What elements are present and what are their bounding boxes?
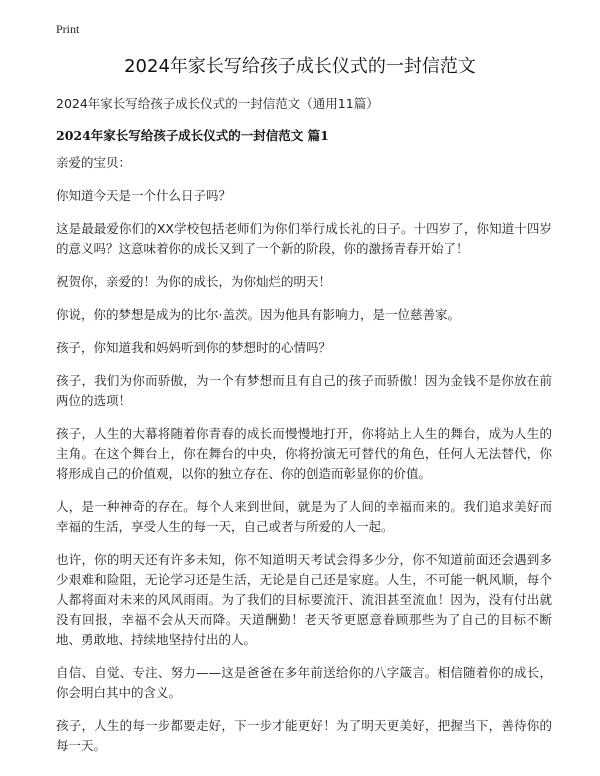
print-link[interactable]: Print: [56, 22, 80, 36]
paragraph: 孩子，你知道我和妈妈听到你的梦想时的心情吗？: [56, 340, 332, 355]
section-heading: 2024年家长写给孩子成长仪式的一封信范文 篇1: [56, 128, 329, 143]
letter-body: [56, 153, 552, 769]
paragraph: 你说，你的梦想是成为的比尔·盖茨。因为他具有影响力，是一位慈善家。: [56, 307, 460, 322]
paragraph: 你知道今天是一个什么日子吗？: [56, 188, 232, 203]
paragraph: 祝贺你，亲爱的！为你的成长，为你灿烂的明天！: [56, 274, 332, 289]
paragraph: 孩子，我们为你而骄傲，为一个有梦想而且有自己的孩子而骄傲！因为金钱不是你放在前两位的选项！: [56, 373, 552, 408]
paragraph: 自信、自觉、专注、努力——这是爸爸在多年前送给你的八字箴言。相信随着你的成长，你会明白其中的含义。: [56, 665, 552, 700]
page-title: 2024年家长写给孩子成长仪式的一封信范文: [124, 56, 476, 77]
paragraph: 孩子，人生的大幕将随着你青春的成长而慢慢地打开，你将站上人生的舞台，成为人生的主角。在这个舞台上，你在舞台的中央，你将扮演无可替代的角色，任何人无法替代，你将形成自己的价值观，以你的独立存在、你的创造而彰显你的价值。: [56, 426, 552, 481]
paragraph: 这是最最爱你们的XX学校包括老师们为你们举行成长礼的日子。十四岁了，你知道十四岁的意义吗？这意味着你的成长又到了一个新的阶段，你的激扬青春开始了！: [56, 221, 552, 256]
document-subtitle: 2024年家长写给孩子成长仪式的一封信范文（通用11篇）: [56, 96, 379, 111]
paragraph: 人，是一种神奇的存在。每个人来到世间，就是为了人间的幸福而来的。我们追求美好而幸福的生活，享受人生的每一天，自己或者与所爱的人一起。: [56, 499, 552, 534]
paragraph: 孩子，人生的每一步都要走好，下一步才能更好！为了明天更美好，把握当下，善待你的每一天。: [56, 718, 552, 753]
paragraph: 也许，你的明天还有许多未知，你不知道明天考试会得多少分，你不知道前面还会遇到多少艰难和险阻，无论学习还是生活，无论是自己还是家庭。人生，不可能一帆风顺，每个人都将面对未来的风风雨雨。为了我们的目标要流汗、流泪甚至流血！因为，没有付出就没有回报，幸福不会从天而降。天道酬勤！老天爷更愿意眷顾那些为了自己的目标不断地、勇敢地、持续地坚持付出的人。: [56, 552, 552, 647]
paragraph-greeting: 亲爱的宝贝：: [56, 155, 132, 170]
